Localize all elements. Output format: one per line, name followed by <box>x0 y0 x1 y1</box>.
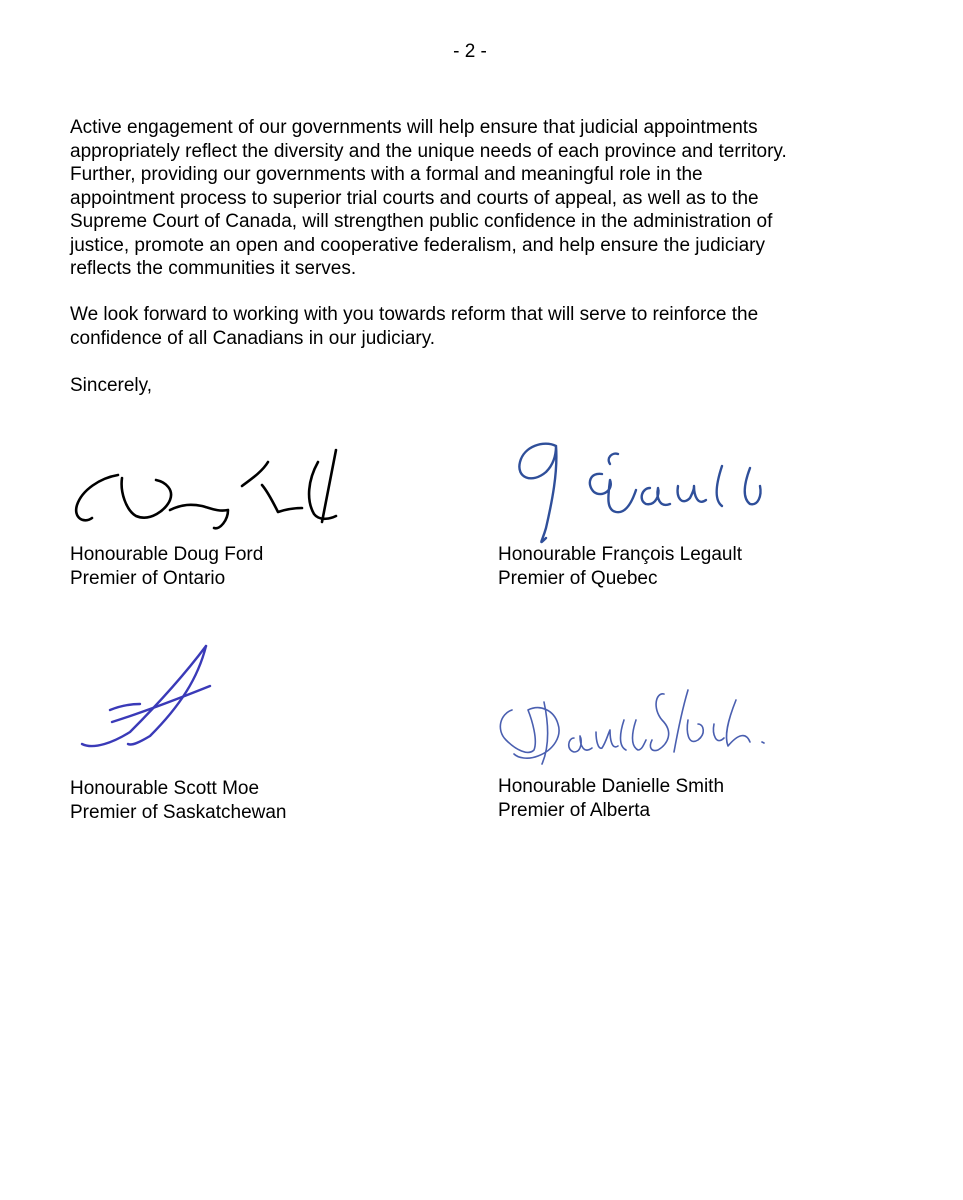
body-paragraph-2 <box>70 303 870 350</box>
signatory-name: Honourable Doug Ford <box>70 544 264 565</box>
paragraph-line: Active engagement of our governments will help ensure that judicial appointments <box>70 117 758 138</box>
paragraph-line: Further, providing our governments with a formal and meaningful role in the <box>70 164 703 185</box>
signature-doug-ford <box>70 440 360 540</box>
signatory-title: Premier of Ontario <box>70 567 226 589</box>
signatory-scott-moe <box>70 777 287 824</box>
signature-scott-moe <box>70 640 230 760</box>
closing: Sincerely, <box>70 375 153 396</box>
paragraph-line: justice, promote an open and cooperative federalism, and help ensure the judiciary <box>70 234 765 256</box>
signatory-title: Premier of Saskatchewan <box>70 801 287 823</box>
paragraph-line: reflects the communities it serves. <box>70 258 357 279</box>
page-number: - 2 - <box>453 41 487 62</box>
signatory-title: Premier of Quebec <box>498 567 658 589</box>
signatory-title: Premier of Alberta <box>498 799 651 821</box>
paragraph-line: We look forward to working with you towards reform that will serve to reinforce the <box>70 304 759 325</box>
signatory-name: Honourable Scott Moe <box>70 778 260 799</box>
paragraph-line: appropriately reflect the diversity and the unique needs of each province and territory. <box>70 140 787 162</box>
paragraph-line: Supreme Court of Canada, will strengthen public confidence in the administration of <box>70 211 773 232</box>
paragraph-line: appointment process to superior trial courts and courts of appeal, as well as to the <box>70 187 759 209</box>
signatory-doug-ford <box>70 543 263 590</box>
signature-francois-legault <box>510 432 780 552</box>
signatory-francois-legault <box>498 543 742 590</box>
signatory-name: Honourable François Legault <box>498 544 742 565</box>
signature-danielle-smith <box>492 680 782 775</box>
paragraph-line: confidence of all Canadians in our judiciary. <box>70 327 436 349</box>
body-paragraph-1 <box>70 116 870 281</box>
signatory-name: Honourable Danielle Smith <box>498 776 725 797</box>
signatory-danielle-smith <box>498 775 724 822</box>
